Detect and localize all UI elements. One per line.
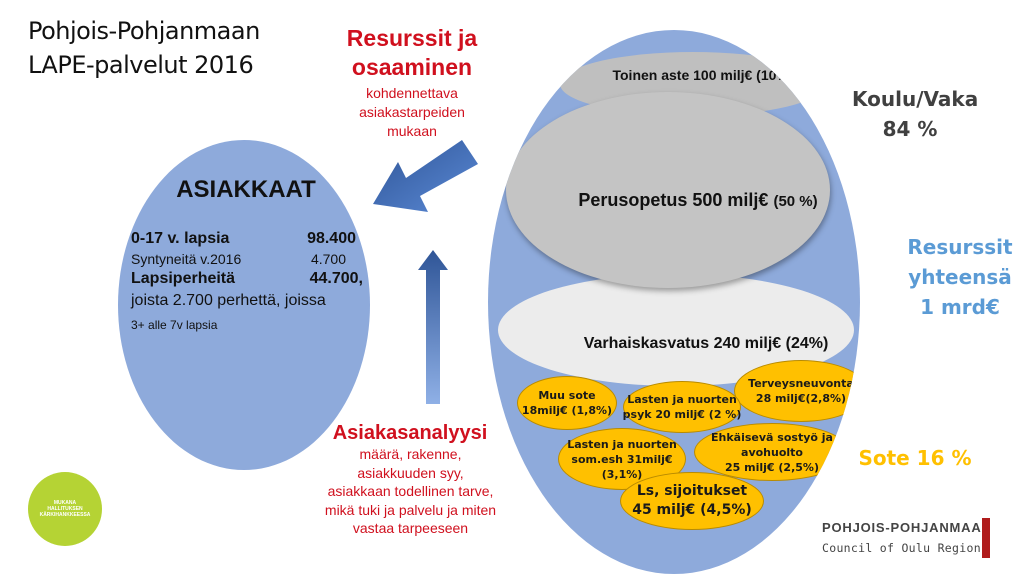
- resources-sub-line-2: asiakastarpeiden: [359, 104, 465, 120]
- council-logo-bar: [982, 518, 990, 558]
- pill-line: (3,1%): [601, 467, 643, 481]
- pill-line: Muu sote: [538, 389, 596, 402]
- council-logo: [822, 520, 982, 555]
- total-line-2: yhteensä: [908, 265, 1012, 289]
- families-label: Lapsiperheitä: [131, 270, 236, 287]
- perusopetus-label: [548, 190, 848, 211]
- logo-line: HALLITUKSEN: [47, 506, 83, 512]
- pill-line: psyk 20 milj€ (2 %): [622, 408, 742, 421]
- council-subtitle: Council of Oulu Region: [822, 541, 981, 555]
- births-label: Syntyneitä v.2016: [131, 251, 242, 267]
- analysis-line: asiakkuuden syy,: [357, 464, 464, 481]
- pill-line: 25 milj€ (2,5%): [725, 460, 819, 474]
- psyk-pill: [623, 381, 741, 433]
- pill-line: Terveysneuvonta: [748, 377, 854, 390]
- muu-sote-pill: [517, 376, 617, 430]
- analysis-line: mikä tuki ja palvelu ja miten: [324, 501, 497, 518]
- children-value: 98.400: [307, 230, 356, 247]
- council-name: POHJOIS-POHJANMAA: [822, 520, 982, 535]
- ehkaiseva-pill: [694, 423, 850, 481]
- varhaiskasvatus-label: Varhaiskasvatus 240 milj€ (24%): [583, 335, 829, 352]
- perusopetus-pct: (50 %): [773, 193, 818, 210]
- resources-heading-line-2: osaaminen: [351, 54, 473, 80]
- pill-line: Ehkäisevä sostyö ja: [711, 430, 833, 444]
- analysis-heading: Asiakasanalyysi: [332, 422, 488, 444]
- sote-label: Sote 16 %: [858, 446, 972, 470]
- title-line-1: Pohjois-Pohjanmaan: [28, 17, 260, 45]
- koulu-line-2: 84 %: [882, 117, 938, 141]
- families-note: joista 2.700 perhettä, joissa: [131, 292, 326, 309]
- resources-sub-line-3: mukaan: [387, 123, 437, 139]
- koulu-vaka-label: [852, 84, 979, 144]
- title-line-2: LAPE-palvelut 2016: [28, 51, 254, 79]
- pill-line: Ls, sijoitukset: [636, 483, 748, 499]
- total-line-1: Resurssit: [907, 235, 1013, 259]
- kärkihanke-logo: [28, 472, 102, 546]
- pill-line: Lasten ja nuorten: [567, 437, 677, 451]
- koulu-line-1: Koulu/Vaka: [852, 87, 979, 111]
- pill-line: avohuolto: [741, 445, 803, 459]
- total-line-3: 1 mrd€: [920, 295, 1000, 319]
- total-resources-label: [904, 232, 1016, 322]
- births-value: 4.700: [310, 251, 346, 267]
- families-note-2: 3+ alle 7v lapsia: [131, 318, 218, 332]
- logo-line: KÄRKIHANKKEESSA: [39, 512, 91, 518]
- resources-heading-line-1: Resurssit ja: [346, 25, 478, 51]
- terveysneuvonta-pill: [734, 360, 860, 422]
- customers-title: ASIAKKAAT: [176, 176, 316, 203]
- children-row: [131, 228, 356, 250]
- logo-line: MUKANA: [53, 500, 77, 506]
- pill-line: 18milj€ (1,8%): [521, 404, 613, 417]
- diagonal-arrow-icon: [373, 140, 478, 212]
- births-row: [131, 250, 346, 268]
- pill-line: 28 milj€(2,8%): [755, 392, 847, 405]
- up-arrow-icon: [418, 250, 448, 404]
- pill-line: Lasten ja nuorten: [627, 393, 737, 406]
- families-row: [131, 268, 363, 290]
- pill-line: 45 milj€ (4,5%): [632, 502, 752, 518]
- pill-line: som.esh 31milj€: [571, 452, 673, 466]
- children-label: 0-17 v. lapsia: [131, 230, 230, 247]
- analysis-line: asiakkaan todellinen tarve,: [327, 483, 494, 499]
- resources-sub-line-1: kohdennettava: [366, 85, 458, 101]
- analysis-lines: [268, 445, 553, 538]
- perusopetus-main: Perusopetus 500 milj€: [578, 190, 769, 210]
- analysis-line: vastaa tarpeeseen: [352, 520, 469, 536]
- families-value: 44.700,: [309, 270, 363, 287]
- toinen-aste-label: Toinen aste 100 milj€ (10%): [612, 67, 794, 83]
- customers-stats: [131, 228, 381, 338]
- sijoitukset-pill: [620, 472, 764, 530]
- budget-ellipse: [488, 30, 860, 574]
- analysis-line: määrä, rakenne,: [359, 446, 462, 462]
